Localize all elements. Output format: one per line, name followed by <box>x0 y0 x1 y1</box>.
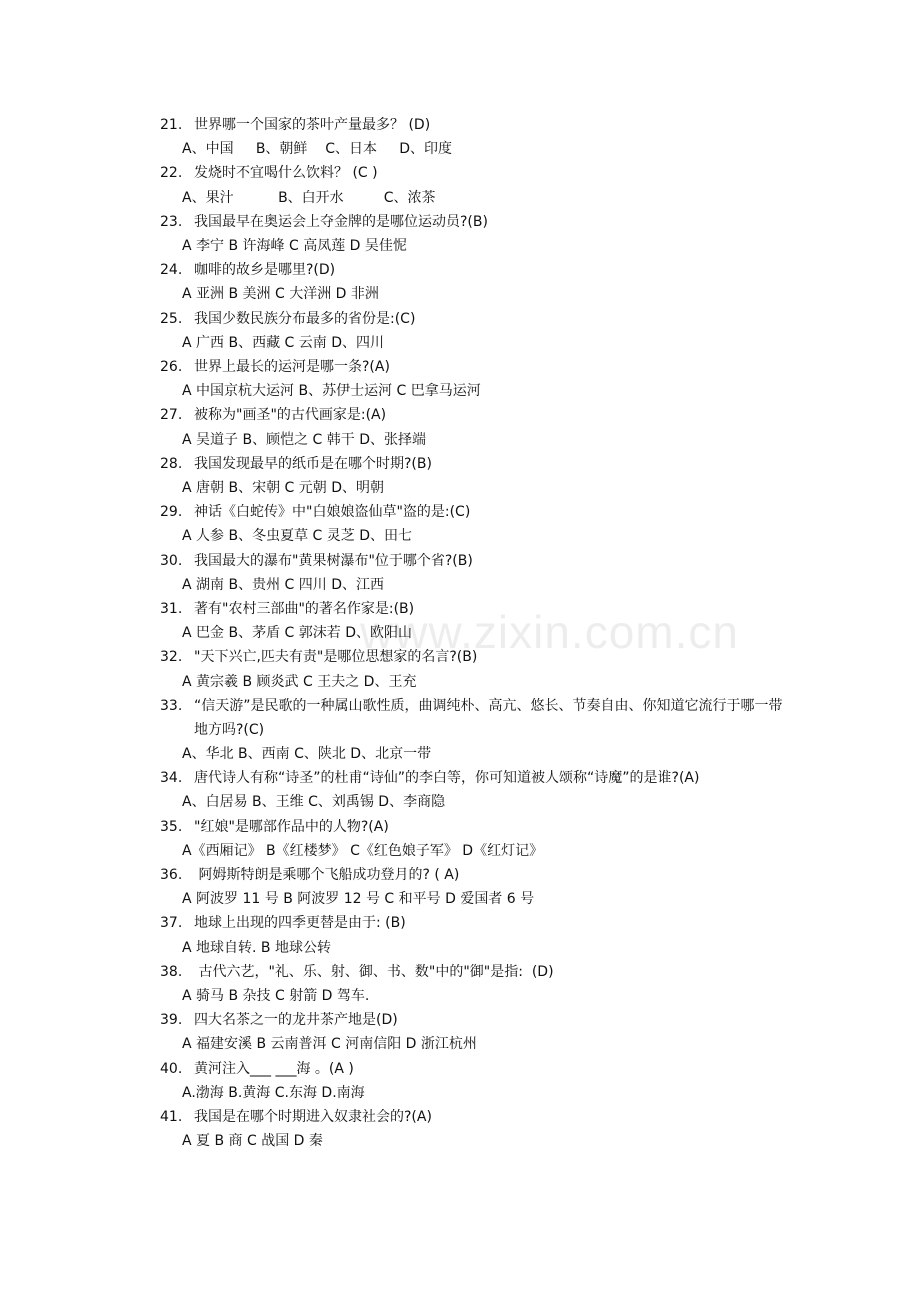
question-item <box>160 307 790 355</box>
question-line <box>160 210 790 234</box>
question-text: 我国是在哪个时期进入奴隶社会的?(A) <box>194 1109 432 1126</box>
question-item <box>160 960 790 1008</box>
question-item <box>160 355 790 403</box>
answer-options: A、白居易 B、王维 C、刘禹锡 D、李商隐 <box>182 794 446 811</box>
question-item <box>160 766 790 814</box>
question-item <box>160 113 790 161</box>
question-line <box>160 161 790 185</box>
question-line <box>160 549 790 573</box>
question-line <box>160 1105 790 1129</box>
question-text: 我国少数民族分布最多的省份是:(C) <box>194 310 416 327</box>
question-item <box>160 161 790 209</box>
question-item <box>160 500 790 548</box>
question-number: 23. <box>160 213 183 230</box>
question-number: 22. <box>160 165 183 182</box>
answer-options: A 广西 B、西藏 C 云南 D、四川 <box>182 334 384 351</box>
question-line <box>160 694 790 742</box>
question-number: 24. <box>160 262 183 279</box>
question-item <box>160 1057 790 1105</box>
question-number: 27. <box>160 407 183 424</box>
question-number: 31. <box>160 600 183 617</box>
question-text: "天下兴亡,匹夫有责"是哪位思想家的名言?(B) <box>194 649 478 666</box>
question-item <box>160 863 790 911</box>
question-item <box>160 210 790 258</box>
question-line <box>160 452 790 476</box>
question-number: 30. <box>160 552 183 569</box>
question-line <box>160 113 790 137</box>
question-item <box>160 452 790 500</box>
answer-options: A 地球自转. B 地球公转 <box>182 939 331 956</box>
answer-options: A 吴道子 B、顾恺之 C 韩干 D、张择端 <box>182 431 426 448</box>
answer-options: A、果汁 B、白开水 C、浓茶 <box>182 189 436 206</box>
question-number: 25. <box>160 310 183 327</box>
question-text: 地球上出现的四季更替是由于: (B) <box>194 915 406 932</box>
question-line <box>160 960 790 984</box>
question-line <box>160 1008 790 1032</box>
question-line <box>160 815 790 839</box>
answer-options: A.渤海 B.黄海 C.东海 D.南海 <box>182 1084 365 1101</box>
question-item <box>160 815 790 863</box>
question-item <box>160 549 790 597</box>
question-number: 36. <box>160 867 183 884</box>
question-line <box>160 307 790 331</box>
question-number: 32. <box>160 649 183 666</box>
answer-options: A 亚洲 B 美洲 C 大洋洲 D 非洲 <box>182 286 379 303</box>
question-number: 40. <box>160 1060 183 1077</box>
question-text: 我国最大的瀑布"黄果树瀑布"位于哪个省?(B) <box>194 552 473 569</box>
question-text: 四大名茶之一的龙井茶产地是(D) <box>194 1012 398 1029</box>
question-item <box>160 403 790 451</box>
question-line <box>160 766 790 790</box>
answer-options: A 人参 B、冬虫夏草 C 灵芝 D、田七 <box>182 528 412 545</box>
question-number: 35. <box>160 818 183 835</box>
question-number: 33. <box>160 697 183 714</box>
question-text: “信天游”是民歌的一种属山歌性质，曲调纯朴、高亢、悠长、节奏自由、你知道它流行于哪一带地方吗?(C) <box>194 697 783 738</box>
question-text: 唐代诗人有称“诗圣”的杜甫“诗仙”的李白等，你可知道被人颂称“诗魔”的是谁?(A) <box>194 770 700 787</box>
answer-options: A、华北 B、西南 C、陕北 D、北京一带 <box>182 746 432 763</box>
question-number: 37. <box>160 915 183 932</box>
answer-options: A 唐朝 B、宋朝 C 元朝 D、明朝 <box>182 479 384 496</box>
question-line <box>160 355 790 379</box>
question-text: 阿姆斯特朗是乘哪个飞船成功登月的? ( A) <box>194 867 460 884</box>
question-line <box>160 500 790 524</box>
question-line <box>160 863 790 887</box>
question-number: 38. <box>160 963 183 980</box>
question-text: 世界哪一个国家的茶叶产量最多？ (D) <box>194 117 431 133</box>
question-number: 34. <box>160 770 183 787</box>
question-text: 咖啡的故乡是哪里?(D) <box>194 262 336 279</box>
answer-options: A 阿波罗 11 号 B 阿波罗 12 号 C 和平号 D 爱国者 6 号 <box>182 891 535 908</box>
question-line <box>160 258 790 282</box>
answer-options: A 福建安溪 B 云南普洱 C 河南信阳 D 浙江杭州 <box>182 1036 477 1053</box>
question-text: 我国最早在奥运会上夺金牌的是哪位运动员?(B) <box>194 213 488 230</box>
question-text: 被称为"画圣"的古代画家是:(A) <box>194 407 387 424</box>
question-number: 39. <box>160 1012 183 1029</box>
answer-options: A《西厢记》 B《红楼梦》 C《红色娘子军》 D《红灯记》 <box>182 842 544 859</box>
question-item <box>160 1008 790 1056</box>
question-number: 41. <box>160 1109 183 1126</box>
question-text: 我国发现最早的纸币是在哪个时期?(B) <box>194 455 432 472</box>
question-line <box>160 403 790 427</box>
question-text: 发烧时不宜喝什么饮料？ (C ) <box>194 165 378 182</box>
question-number: 21. <box>160 117 183 133</box>
answer-options: A、中国 B、朝鲜 C、日本 D、印度 <box>182 141 453 158</box>
question-text: "红娘"是哪部作品中的人物?(A) <box>194 818 389 835</box>
answer-options: A 李宁 B 许海峰 C 高凤莲 D 吴佳怩 <box>182 237 407 254</box>
answer-options: A 巴金 B、茅盾 C 郭沫若 D、欧阳山 <box>182 625 412 642</box>
question-number: 29. <box>160 504 183 521</box>
answer-options: A 骑马 B 杂技 C 射箭 D 驾车. <box>182 988 370 1005</box>
answer-options: A 黄宗羲 B 顾炎武 C 王夫之 D、王充 <box>182 673 417 690</box>
watermark: www.zixin.com.cn <box>360 606 739 658</box>
question-number: 28. <box>160 455 183 472</box>
question-text: 世界上最长的运河是哪一条?(A) <box>194 358 390 375</box>
question-line <box>160 911 790 935</box>
question-item <box>160 258 790 306</box>
question-text: 古代六艺，"礼、乐、射、御、书、数"中的"御"是指: (D) <box>194 963 554 980</box>
answer-options: A 湖南 B、贵州 C 四川 D、江西 <box>182 576 384 593</box>
answer-options: A 夏 B 商 C 战国 D 秦 <box>182 1133 323 1150</box>
question-line <box>160 1057 790 1081</box>
question-number: 26. <box>160 358 183 375</box>
question-item <box>160 911 790 959</box>
question-item <box>160 1105 790 1153</box>
question-text: 著有"农村三部曲"的著名作家是:(B) <box>194 600 415 617</box>
question-item <box>160 694 790 767</box>
answer-options: A 中国京杭大运河 B、苏伊士运河 C 巴拿马运河 <box>182 383 481 400</box>
question-text: 神话《白蛇传》中"白娘娘盗仙草"盗的是:(C) <box>194 504 471 521</box>
question-text: 黄河注入___ ___海 。(A ) <box>194 1060 354 1077</box>
